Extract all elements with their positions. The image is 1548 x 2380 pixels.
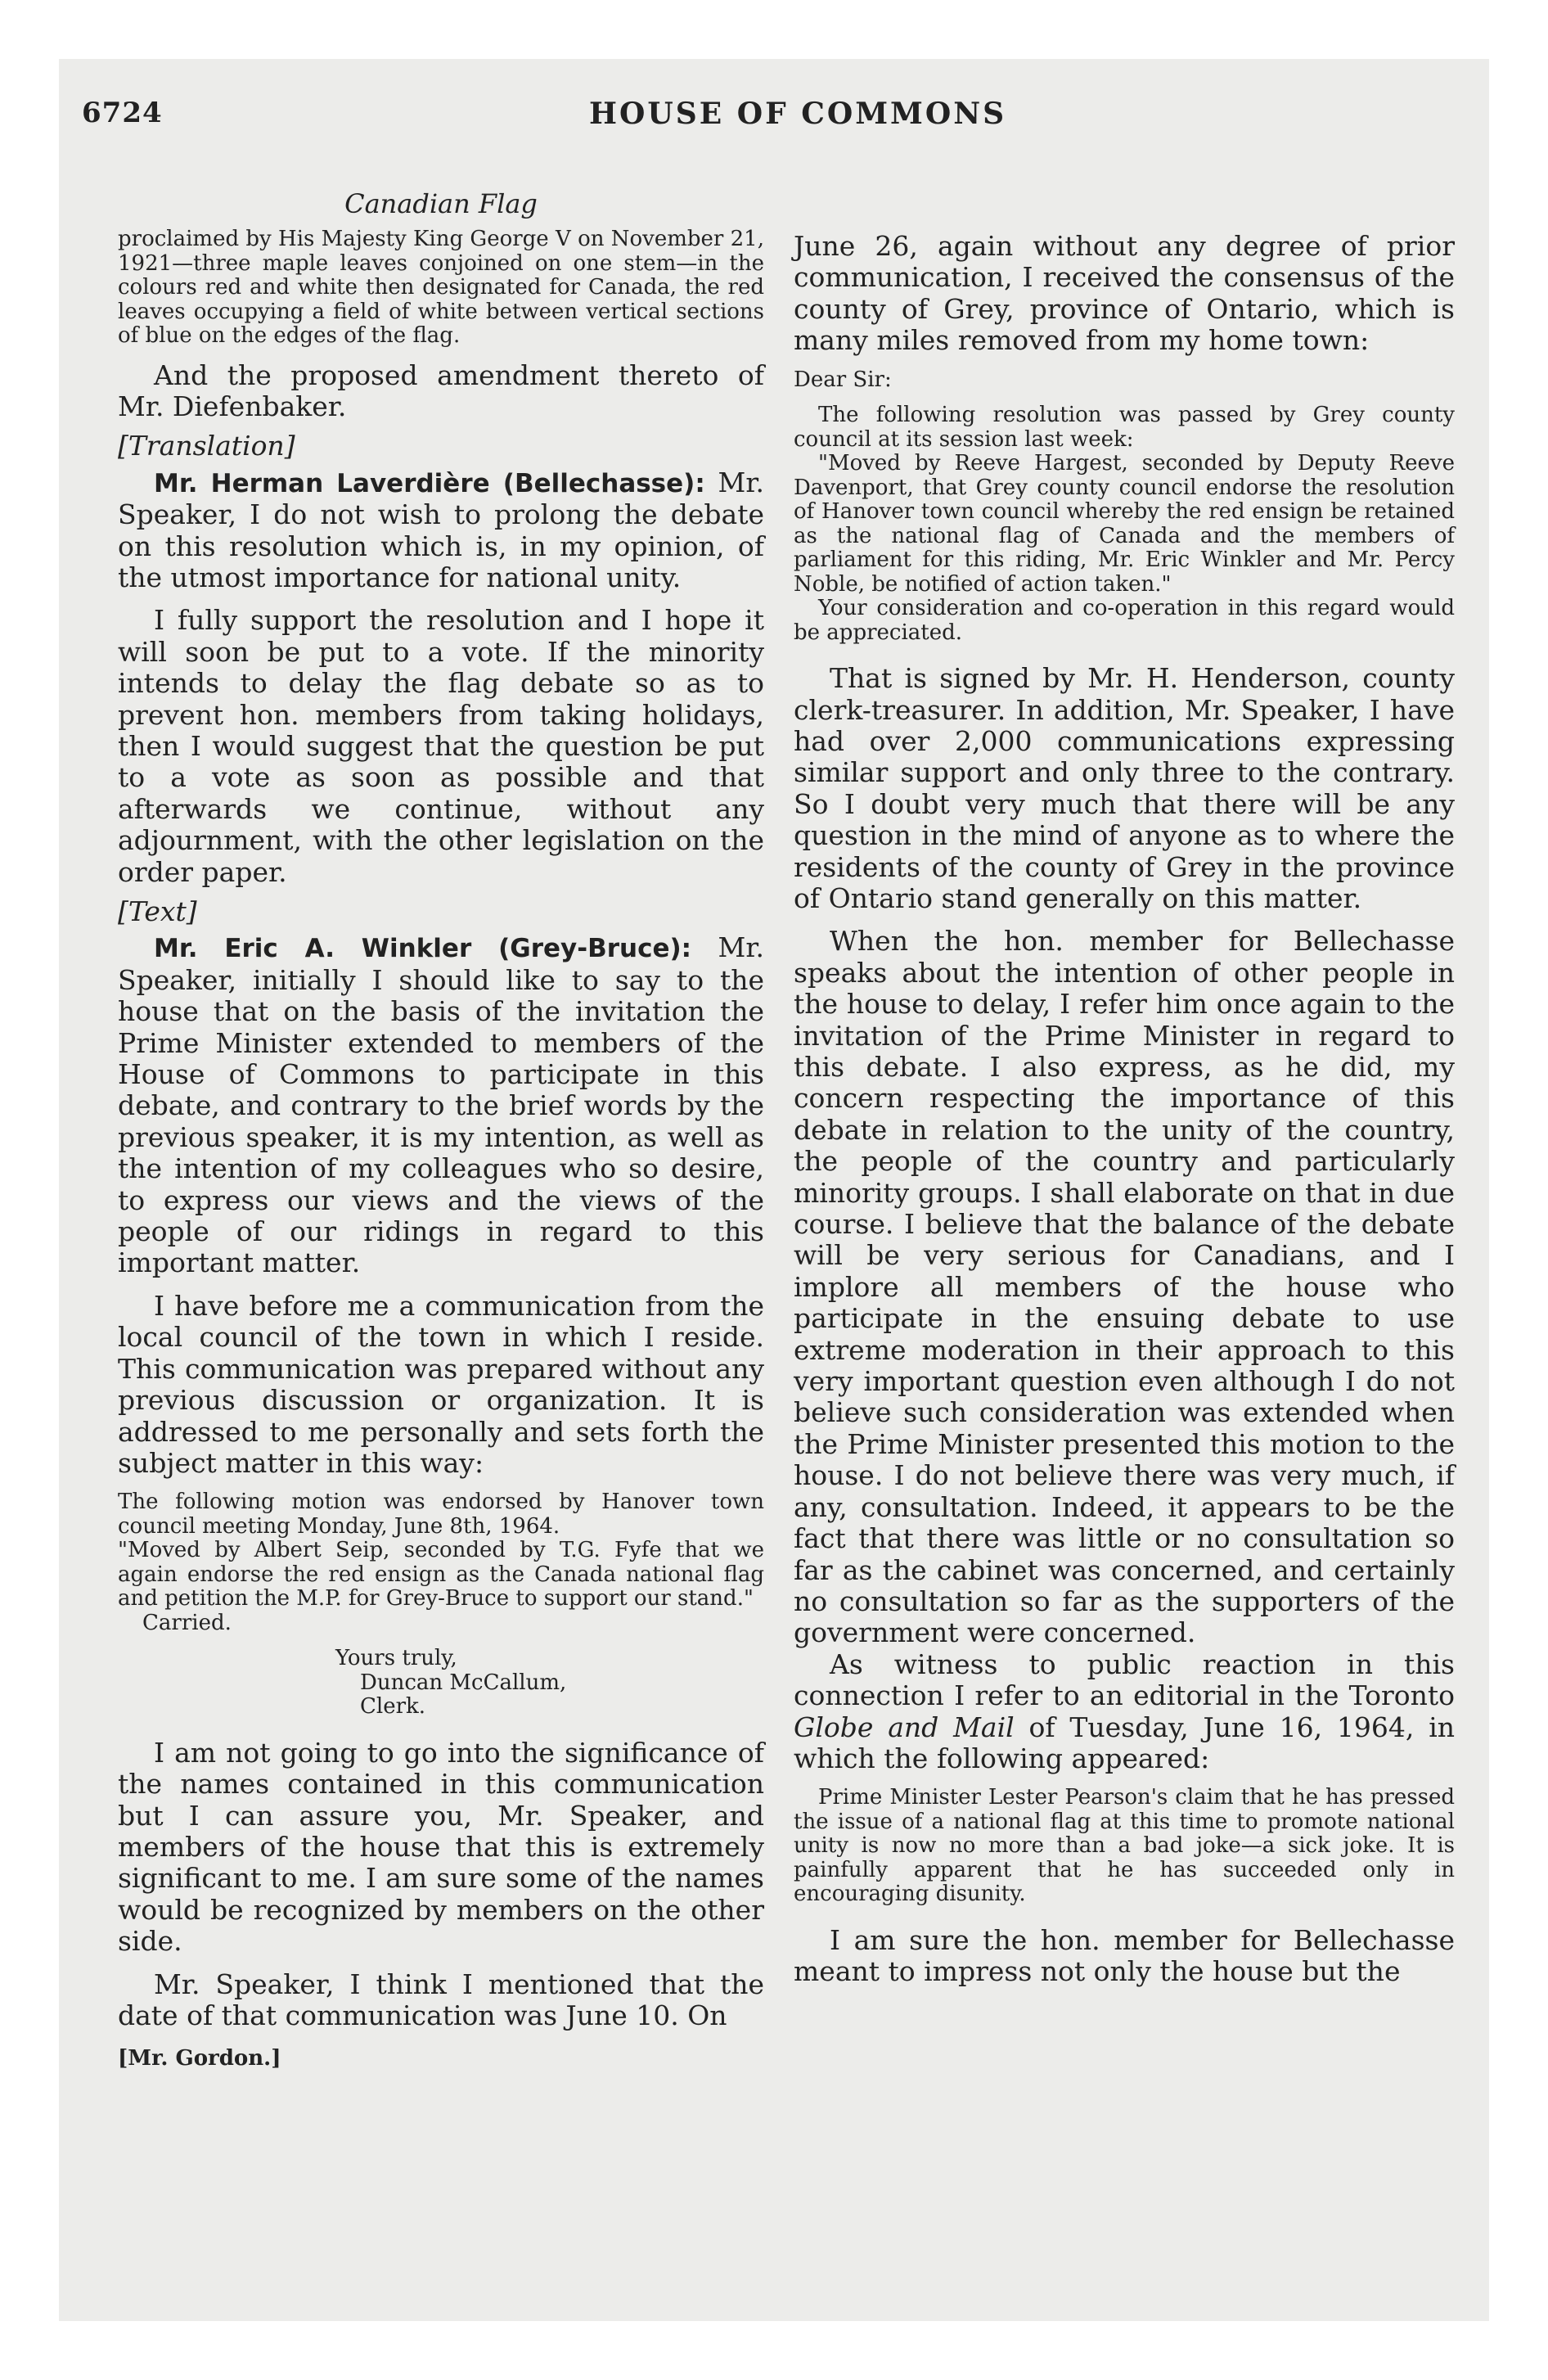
paragraph: I fully support the resolution and I hope it will soon be put to a vote. If the minority intends to delay the flag debate so as to prevent hon. members from taking holidays, then I would suggest that the question be put to a vote as soon as possible and that afterwards we continue, without any adjournment, with the other legislation on the order paper. [118,604,764,888]
quote: Prime Minister Lester Pearson's claim that he has pressed the issue of a national flag at this time to promote national unity is now no more than a bad joke—a sick joke. It is painfully apparent that he has succeeded only in encouraging disunity. [794,1785,1455,1907]
paragraph: When the hon. member for Bellechasse speaks about the intention of other people in the house to delay, I refer him once again to the invitation of the Prime Minister in regard to this debate. I also express, as he did, my concern respecting the importance of this debate in relation to the unity of the country, the people of the country and particularly minority groups. I shall elaborate on that in due course. I believe that the balance of the debate will be very serious for Canadians, and I implore all members of the house who participate in the ensuing debate to use extreme moderation in their approach to this very important question even although I do not believe such consideration was extended when the Prime Minister presented this motion to the house. I do not believe there was very much, if any, consultation. Indeed, it appears to be the fact that there was little or no consultation so far as the cabinet was concerned, and certainly no consultation so far as the supporters of the government were concerned. [794,925,1455,1649]
paragraph: I have before me a communication from the local council of the town in which I reside. This communication was prepared without any previous discussion or organization. It is addressed to me personally and sets forth the subject matter in this way: [118,1289,764,1479]
signature-line: Duncan McCallum, [360,1670,567,1695]
speaker-name: Mr. Eric A. Winkler (Grey-Bruce): [154,934,692,964]
paragraph: Mr. Eric A. Winkler (Grey-Bruce): Mr. Speaker, initially I should like to say to the house that on the basis of the invitation the Prime Minister extended to members of the House of Commons to participate in this debate, and contrary to the brief words by the previous speaker, it is my intention, as well as the intention of my colleagues who so desire, to express our views and the views of the people of our ridings in regard to this important matter. [118,931,764,1279]
text-label: [Text] [118,895,197,927]
running-head: HOUSE OF COMMONS [589,97,1007,131]
paragraph: As witness to public reaction in this connection I refer to an editorial in the Toronto Globe and Mail of Tuesday, June 16, 1964, in which the following appeared: [794,1648,1455,1774]
signature-line: Clerk. [360,1694,426,1720]
quote: The following motion was endorsed by Hanover town council meeting Monday, June 8th, 1964. [118,1490,764,1539]
quote: "Moved by Albert Seip, seconded by T.G. Fyfe that we again endorse the red ensign as the Canada national flag and petition the M.P. for Grey-Bruce to support our stand." [118,1538,764,1611]
quote: "Moved by Reeve Hargest, seconded by Deputy Reeve Davenport, that Grey county council endorse the resolution of Hanover town council whereby the red ensign be retained as the national flag of Canada and the members of parliament for this riding, Mr. Eric Winkler and Mr. Percy Noble, be notified of action taken." [794,451,1455,597]
motion-text: proclaimed by His Majesty King George V on November 21, 1921—three maple leaves conjoined on one stem—in the colours red and white then designated for Canada, the red leaves occupying a field of white between vertical sections of blue on the edges of the flag. [118,227,764,348]
translation-label: [Translation] [118,430,295,462]
paragraph: And the proposed amendment thereto of Mr. Diefenbaker. [118,358,764,422]
paragraph: Mr. Herman Laverdière (Bellechasse): Mr. Speaker, I do not wish to prolong the debate on this resolution which is, in my opinion, of the utmost importance for national unity. [118,466,764,593]
quote: The following resolution was passed by Grey county council at its session last week: [794,403,1455,452]
left-column [118,188,764,2071]
footer-note: [Mr. Gordon.] [118,2046,281,2071]
paragraph: I am not going to go into the significance of the names contained in this communication but I can assure you, Mr. Speaker, and members of the house that this is extremely significant to me. I am sure some of the names would be recognized by members on the other side. [118,1736,764,1958]
paragraph: June 26, again without any degree of prior communication, I received the consensus of the county of Grey, province of Ontario, which is many miles removed from my home town: [794,230,1455,357]
page-header [82,97,1440,146]
paragraph: I am sure the hon. member for Bellechasse meant to impress not only the house but the [794,1923,1455,1988]
section-title: Canadian Flag [344,188,538,219]
paragraph: Mr. Speaker, I think I mentioned that the date of that communication was June 10. On [118,1968,764,2032]
quote: Your consideration and co-operation in this regard would be appreciated. [794,596,1455,645]
speaker-name: Mr. Herman Laverdière (Bellechasse): [154,468,705,498]
right-column [794,231,1455,1988]
quote-salutation: Dear Sir: [794,367,892,392]
paragraph: That is signed by Mr. H. Henderson, county clerk-treasurer. In addition, Mr. Speaker, I have had over 2,000 communications expressing similar support and only three to the contrary. So I doubt very much that there will be any question in the mind of anyone as to where the residents of the county of Grey in the province of Ontario stand generally on this matter. [794,662,1455,914]
newspaper-name: Globe and Mail [794,1711,1015,1743]
signature-line: Yours truly, [335,1646,457,1671]
quote: Carried. [142,1610,232,1635]
page-number: 6724 [82,97,163,129]
